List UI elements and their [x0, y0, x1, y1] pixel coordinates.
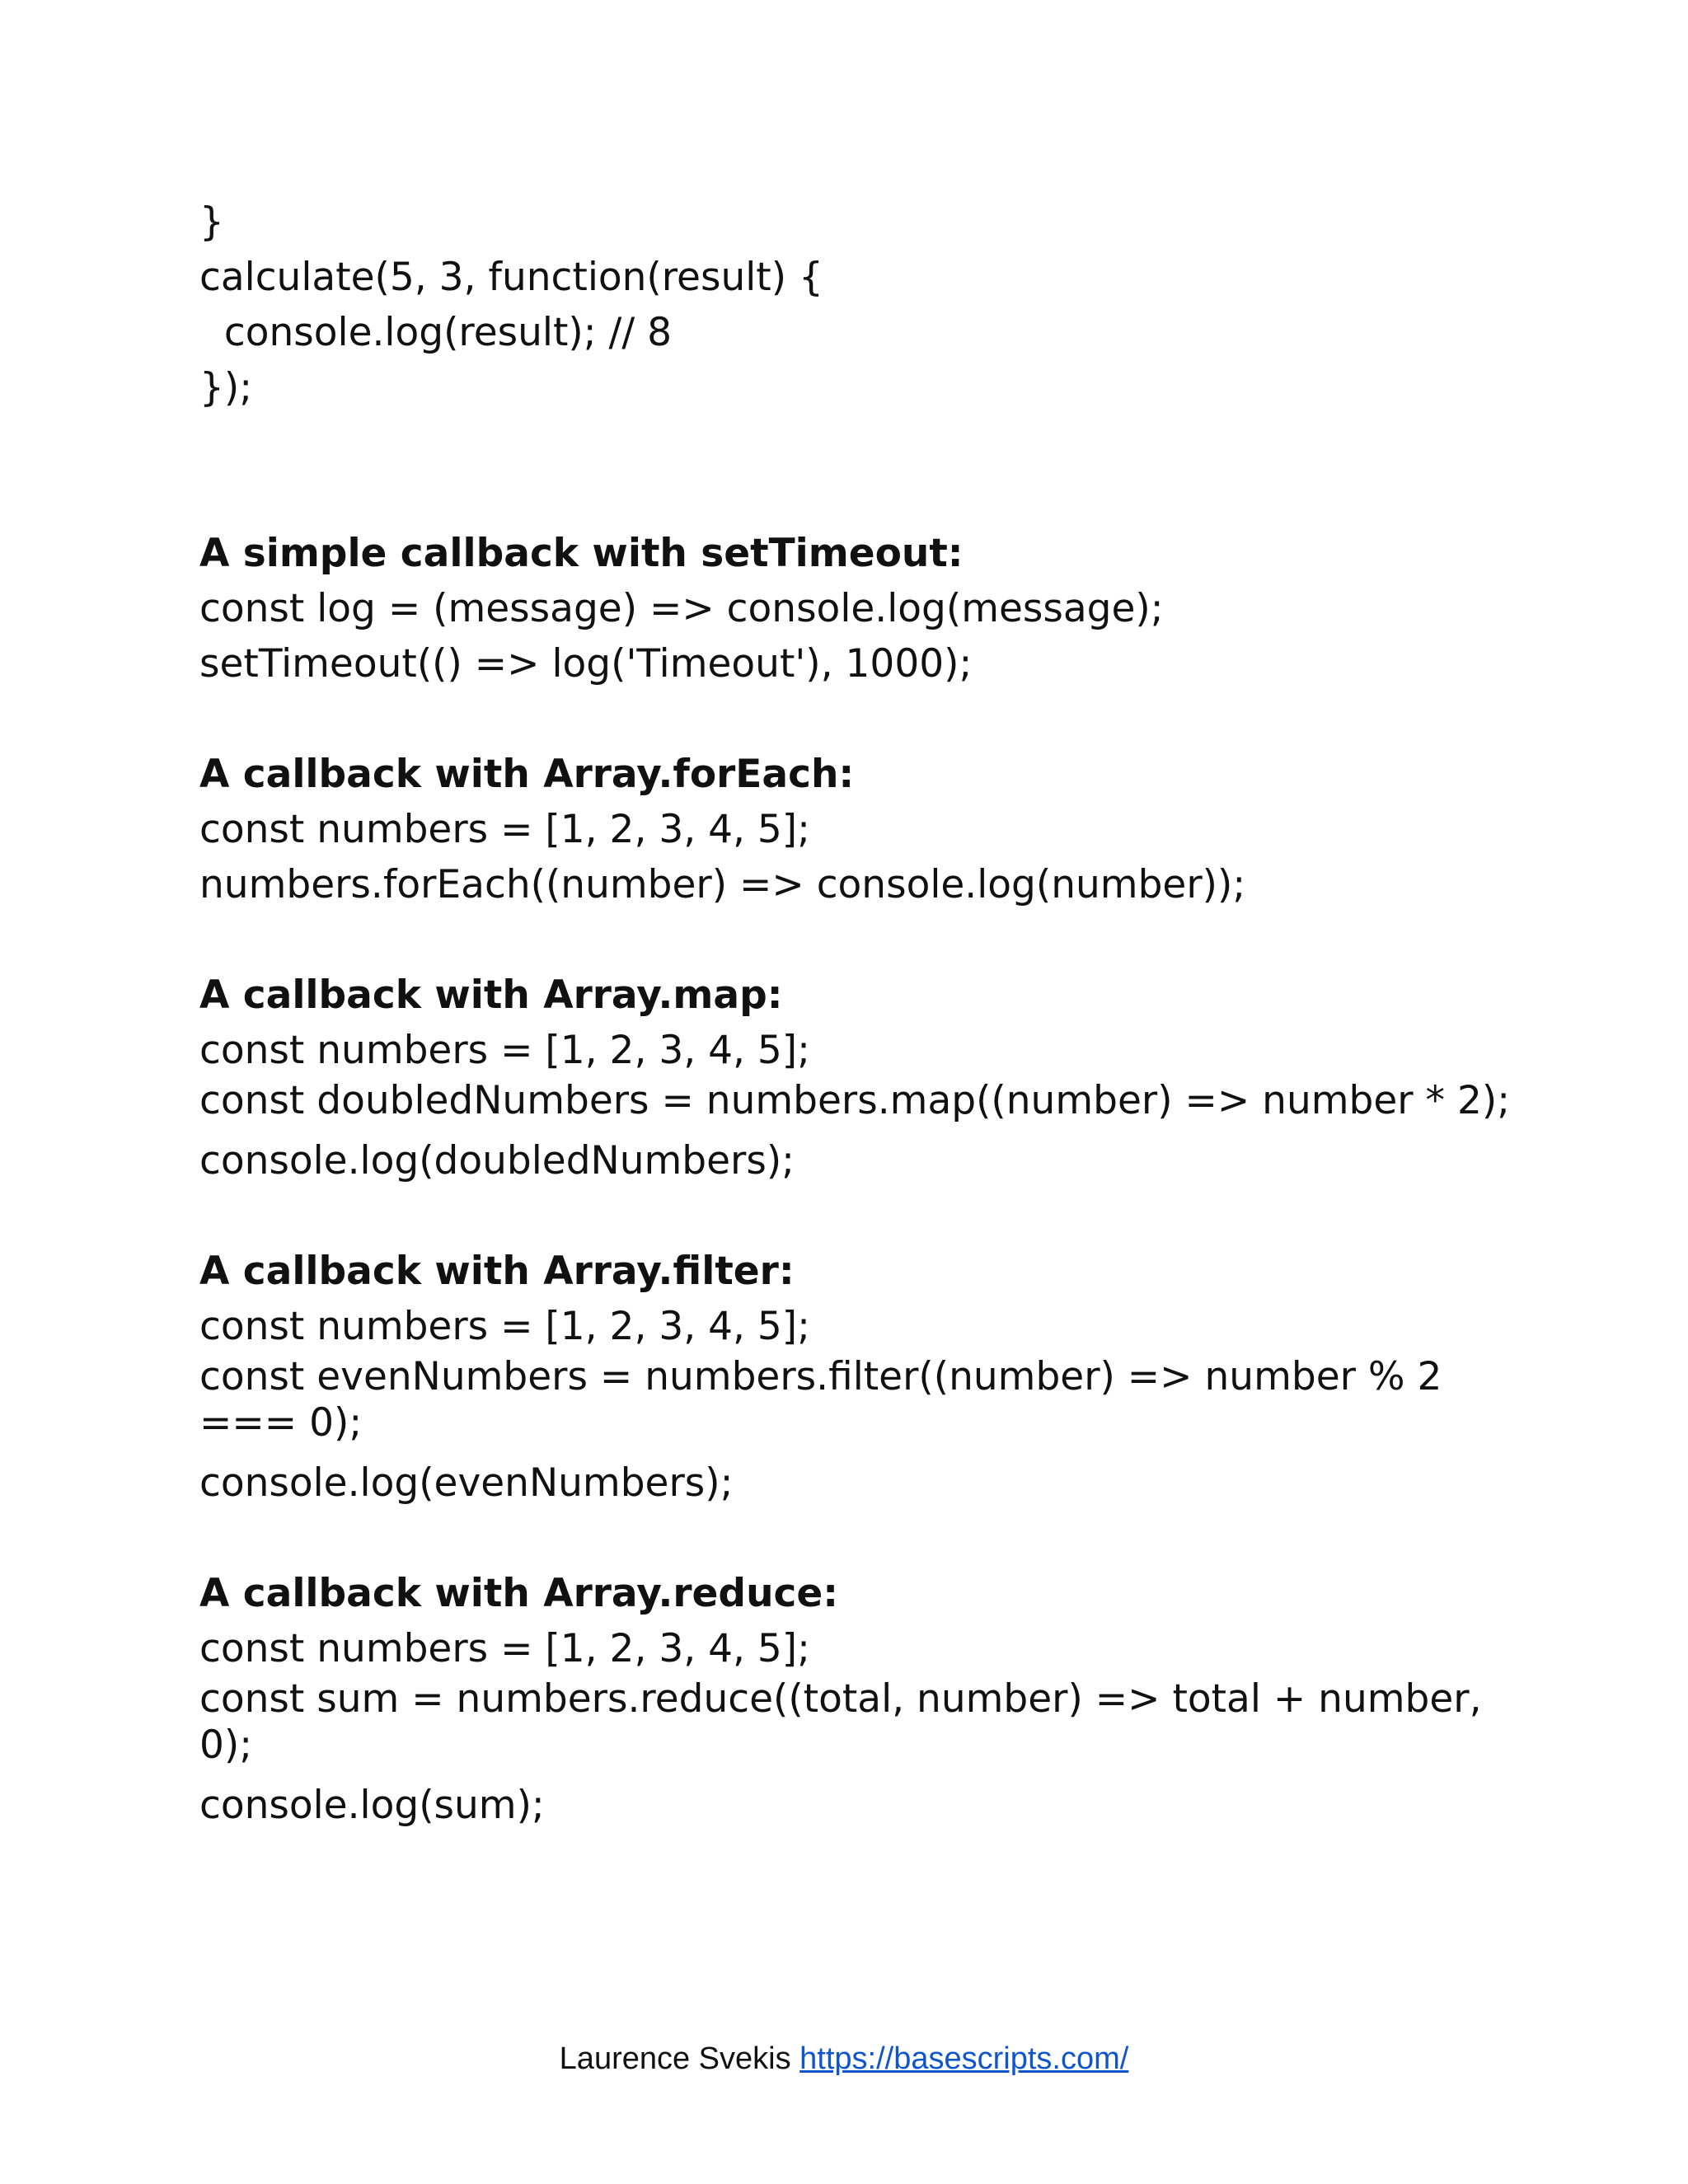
code-line: const sum = numbers.reduce((total, number) => total + number, 0); — [199, 1676, 1494, 1768]
section-heading-filter: A callback with Array.filter: — [199, 1249, 795, 1294]
footer-author: Laurence Svekis — [559, 2041, 791, 2076]
code-line: const numbers = [1, 2, 3, 4, 5]; — [199, 1626, 810, 1671]
section-heading-reduce: A callback with Array.reduce: — [199, 1571, 839, 1616]
code-line: console.log(result); // 8 — [199, 310, 672, 355]
code-line: calculate(5, 3, function(result) { — [199, 255, 823, 300]
code-line: const doubledNumbers = numbers.map((number) => number * 2); — [199, 1078, 1511, 1123]
footer-link[interactable]: https://basescripts.com/ — [799, 2041, 1129, 2076]
code-line: console.log(evenNumbers); — [199, 1460, 734, 1506]
code-line: }); — [199, 365, 253, 410]
section-heading-settimeout: A simple callback with setTimeout: — [199, 531, 964, 576]
code-line: const numbers = [1, 2, 3, 4, 5]; — [199, 807, 810, 852]
code-line: const log = (message) => console.log(message); — [199, 586, 1164, 631]
code-line: numbers.forEach((number) => console.log(number)); — [199, 862, 1246, 907]
section-heading-map: A callback with Array.map: — [199, 972, 783, 1018]
spacer — [199, 1511, 1518, 1566]
spacer — [199, 912, 1518, 968]
code-line: const evenNumbers = numbers.filter((number) => number % 2 === 0); — [199, 1354, 1455, 1446]
code-line: const numbers = [1, 2, 3, 4, 5]; — [199, 1028, 810, 1073]
spacer — [199, 691, 1518, 747]
document-body — [199, 194, 1518, 1833]
spacer — [199, 415, 1518, 526]
spacer — [199, 1188, 1518, 1244]
code-line: console.log(doubledNumbers); — [199, 1138, 795, 1183]
page-footer — [0, 2040, 1688, 2078]
code-line: const numbers = [1, 2, 3, 4, 5]; — [199, 1304, 810, 1349]
code-line: setTimeout(() => log('Timeout'), 1000); — [199, 641, 973, 687]
code-line: console.log(sum); — [199, 1783, 545, 1828]
section-heading-foreach: A callback with Array.forEach: — [199, 752, 855, 797]
code-line: } — [199, 199, 224, 245]
